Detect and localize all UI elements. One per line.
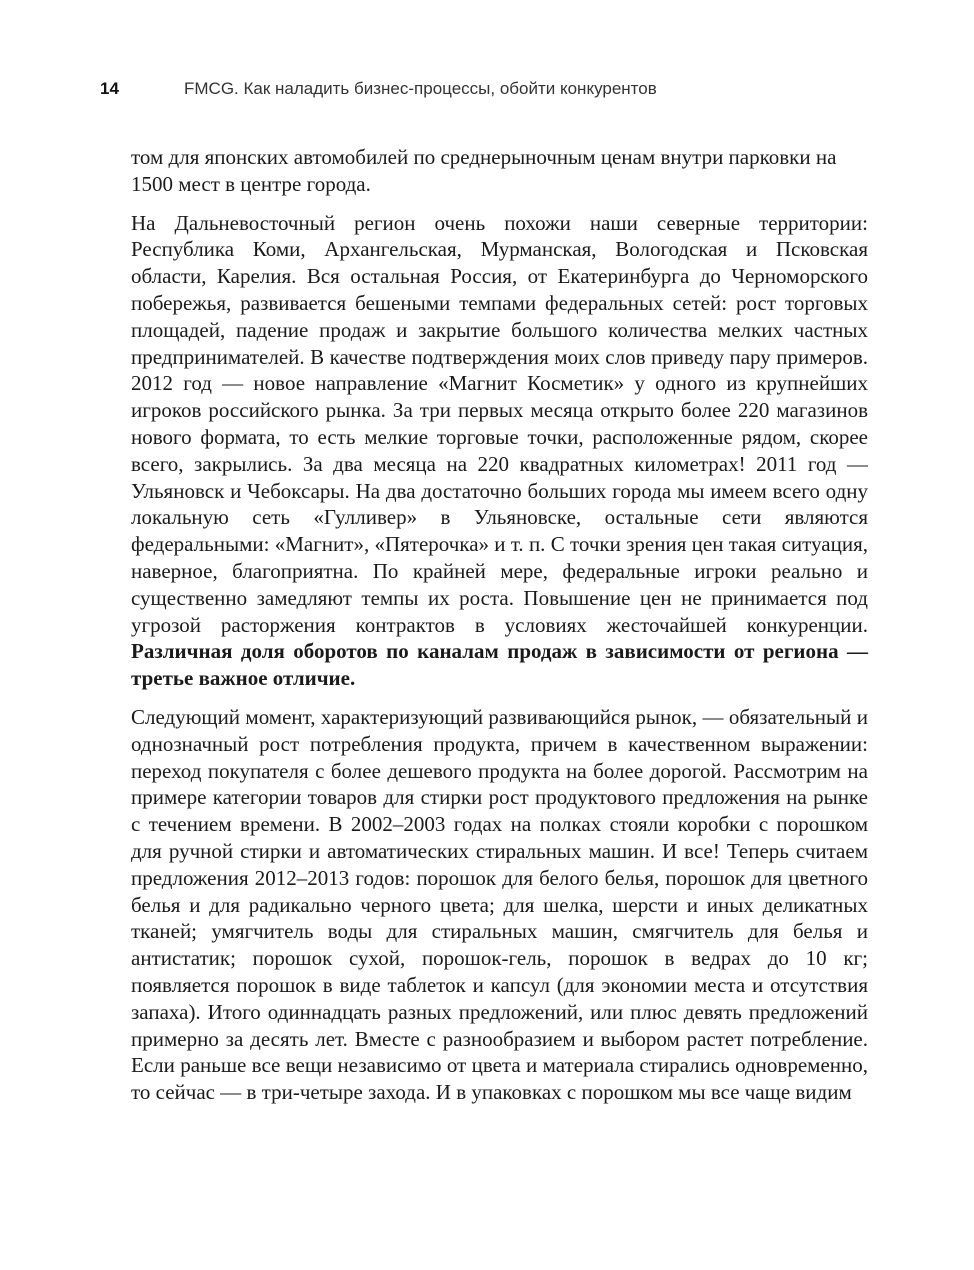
- running-header: [100, 76, 880, 102]
- paragraph-2: [131, 210, 868, 692]
- paragraph-2-bold-conclusion: Различная доля оборотов по каналам продаж в зависимости от региона — третье важное отличие.: [131, 639, 868, 691]
- book-title: FMCG. Как наладить бизнес-процессы, обойти конкурентов: [184, 79, 657, 98]
- paragraph-3-text: Следующий момент, характеризующий развивающийся рынок, — обязательный и однозначный рост потребления продукта, причем в качественном выражении: переход покупателя с более дешевого продукта на более дорогой. Рассмотрим на примере категории товаров для стирки рост продуктового предложения на рынке с течением времени. В 2002–2003 годах на полках стояли коробки с порошком для ручной стирки и автоматических стиральных машин. И все! Теперь считаем предложения 2012–2013 годов: порошок для белого белья, порошок для цветного белья и для радикально черного цвета; для шелка, шерсти и иных деликатных тканей; умягчитель воды для стиральных машин, смягчитель для белья и антистатик; порошок сухой, порошок-гель, порошок в ведрах до 10 кг; появляется порошок в виде таблеток и капсул (для экономии места и отсутствия запаха). Итого одиннадцать разных предложений, или плюс девять предложений примерно за десять лет. Вместе с разнообразием и выбором растет потребление. Если раньше все вещи независимо от цвета и материала стирались одновременно, то сейчас — в три-четыре захода. И в упаковках с порошком мы все чаще видим: [131, 704, 868, 1105]
- page-number: 14: [100, 79, 119, 98]
- body-text: [131, 144, 868, 1118]
- paragraph-3: [131, 704, 868, 1106]
- paragraph-2-text: На Дальневосточный регион очень похожи наши северные территории: Республика Коми, Архангельская, Мурманская, Вологодская и Псковская области, Карелия. Вся остальная Россия, от Екатеринбурга до Черноморского побережья, развивается бешеными темпами федеральных сетей: рост торговых площадей, падение продаж и закрытие большого количества мелких частных предпринимателей. В качестве подтверждения моих слов приведу пару примеров. 2012 год — новое направление «Магнит Косметик» у одного из крупнейших игроков российского рынка. За три первых месяца открыто более 220 магазинов нового формата, то есть мелкие торговые точки, расположенные рядом, скорее всего, закрылись. За два месяца на 220 квадратных километрах! 2011 год — Ульяновск и Чебоксары. На два достаточно больших города мы имеем всего одну локальную сеть «Гулливер» в Ульяновске, остальные сети являются федеральными: «Магнит», «Пятерочка» и т. п. С точки зрения цен такая ситуация, наверное, благоприятна. По крайней мере, федеральные игроки реально и существенно замедляют темпы их роста. Повышение цен не принимается под угрозой расторжения контрактов в условиях жесточайшей конкуренции.: [131, 210, 868, 637]
- paragraph-1: [131, 144, 868, 198]
- paragraph-1-text: том для японских автомобилей по среднерыночным ценам внутри парковки на 1500 мест в центре города.: [131, 145, 837, 196]
